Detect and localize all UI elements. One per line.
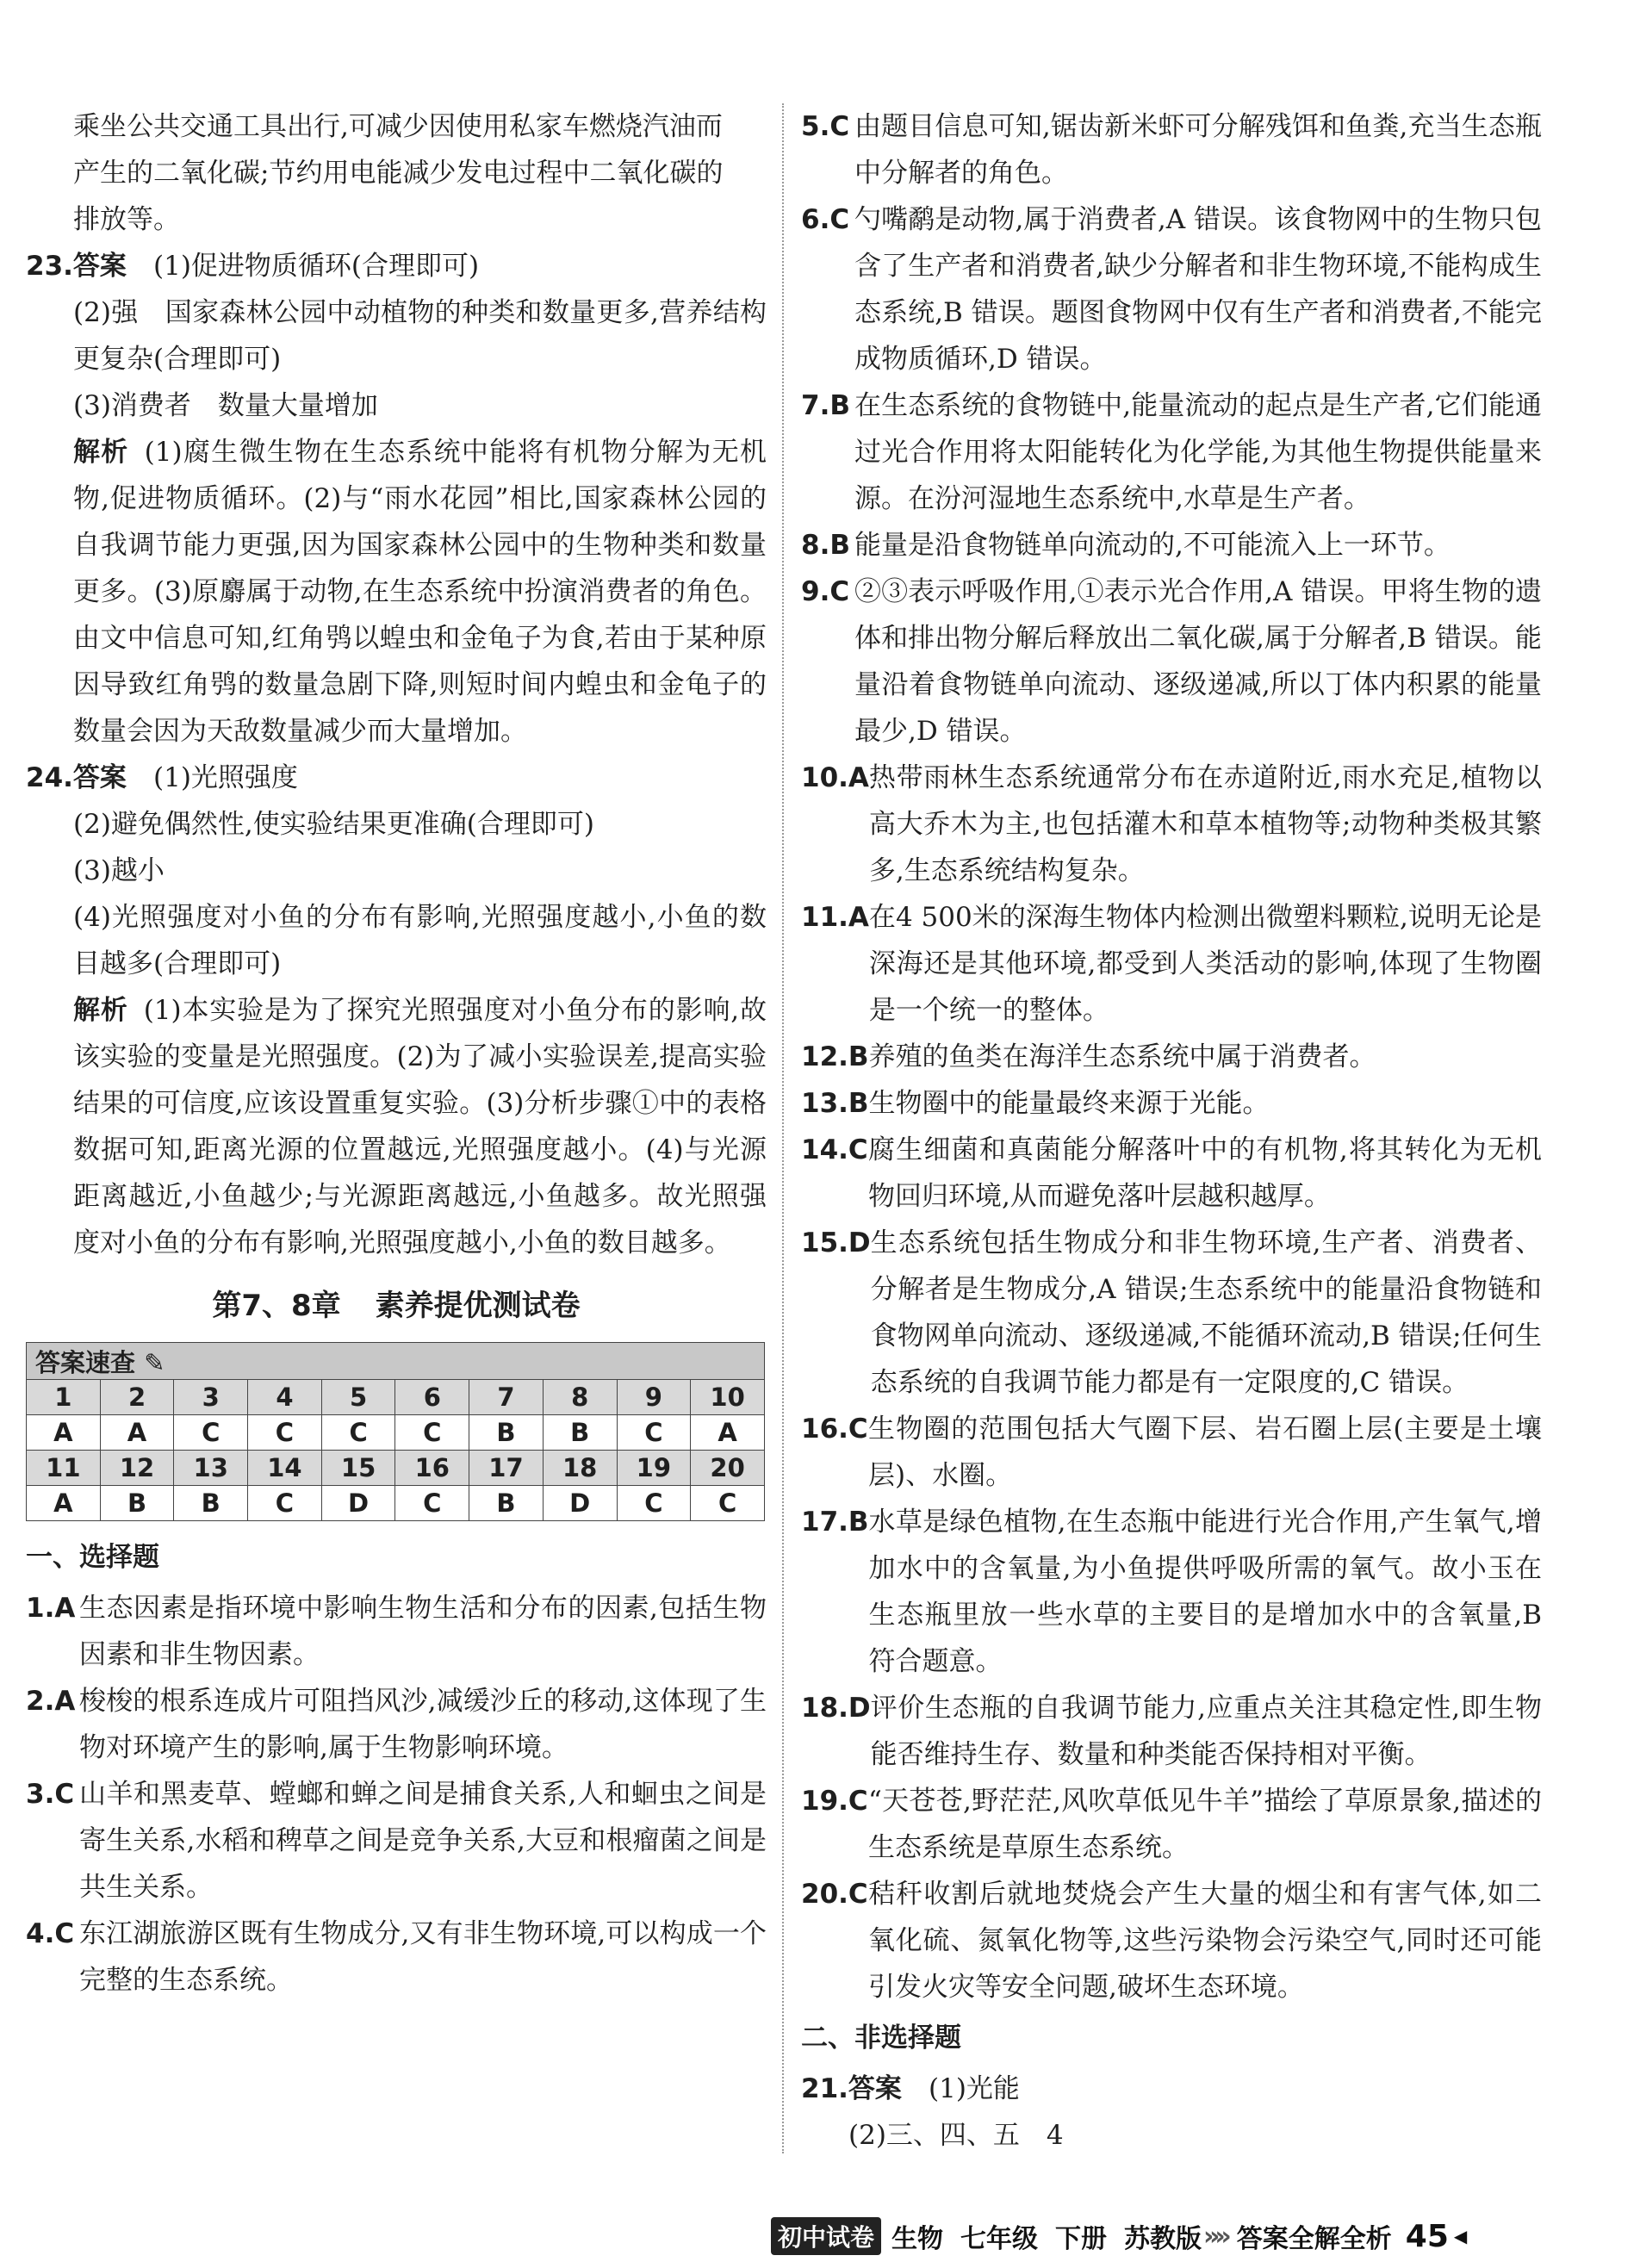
list-item (801, 522, 1542, 569)
list-item (801, 1685, 1542, 1778)
question-number: 24.答案 (26, 762, 127, 793)
question-number: 12.B (801, 1041, 869, 1072)
question-number: 16.C (801, 1414, 868, 1445)
list-item (801, 1406, 1542, 1499)
answer-text: (1)光照强度 (153, 762, 298, 793)
answer-text: (2)避免偶然性,使实验结果更准确(合理即可) (73, 809, 594, 840)
item-text: 养殖的鱼类在海洋生态系统中属于消费者。 (868, 1041, 1376, 1072)
table-row: A B B C D C B D C C (27, 1486, 765, 1521)
question-number: 14.C (801, 1134, 868, 1165)
table-row: 11 12 13 14 15 16 17 18 19 20 (27, 1451, 765, 1486)
item-text: 腐生细菌和真菌能分解落叶中的有机物,将其转化为无机物回归环境,从而避免落叶层越积越厚。 (868, 1134, 1542, 1212)
continuation-line: 乘坐公共交通工具出行,可减少因使用私家车燃烧汽油而 (73, 111, 723, 142)
question-number: 5.C (801, 111, 850, 142)
answer-quick-check-table (26, 1342, 765, 1521)
item-text: 评价生态瓶的自我调节能力,应重点关注其稳定性,即生物能否维持生存、数量和种类能否保持相对平衡。 (870, 1693, 1542, 1770)
answer-23 (26, 243, 767, 289)
item-text: 山羊和黑麦草、螳螂和蝉之间是捕食关系,人和蛔虫之间是寄生关系,水稻和稗草之间是竞争关系,大豆和根瘤菌之间是共生关系。 (79, 1779, 767, 1903)
list-item (801, 1034, 1542, 1080)
question-number: 8.B (801, 530, 850, 561)
question-number: 21.答案 (801, 2073, 902, 2104)
question-number: 3.C (26, 1779, 75, 1810)
list-item (26, 1771, 767, 1911)
question-number: 23.答案 (26, 251, 127, 282)
item-text: ②③表示呼吸作用,①表示光合作用,A 错误。甲将生物的遗体和排出物分解后释放出二氧化碳,属于分解者,B 错误。能量沿着食物链单向流动、逐级递减,所以丁体内积累的能量最少,D 错误。 (854, 576, 1542, 747)
list-item (801, 1778, 1542, 1871)
column-divider (782, 103, 784, 2153)
list-item (26, 1911, 767, 2004)
question-number: 11.A (801, 902, 869, 933)
pen-icon: ✎ (144, 1347, 165, 1377)
footer-term: 下册 (1055, 2224, 1108, 2254)
analysis-23 (26, 429, 767, 755)
table-row: 1 2 3 4 5 6 7 8 9 10 (27, 1380, 765, 1415)
answer-text: (1)光能 (929, 2073, 1020, 2104)
question-number: 1.A (26, 1593, 76, 1624)
question-number: 10.A (801, 762, 869, 793)
list-item (26, 1585, 767, 1678)
footer-grade: 七年级 (960, 2224, 1039, 2254)
right-column (801, 103, 1542, 2159)
page-number: 45 (1405, 2218, 1449, 2254)
item-text: 在生态系统的食物链中,能量流动的起点是生产者,它们能通过光合作用将太阳能转化为化学能,为其他生物提供能量来源。在汾河湿地生态系统中,水草是生产者。 (854, 390, 1542, 514)
analysis-tag: 解析 (73, 437, 129, 468)
question-number: 2.A (26, 1686, 76, 1717)
double-chevron-icon: »» (1203, 2221, 1227, 2252)
list-item (26, 1678, 767, 1771)
footer-subject: 生物 (891, 2224, 944, 2254)
continuation-line: 排放等。 (73, 204, 180, 235)
question-number: 20.C (801, 1879, 868, 1910)
list-item (801, 1127, 1542, 1220)
list-item (801, 1080, 1542, 1127)
list-item (801, 103, 1542, 196)
item-text: 生态系统包括生物成分和非生物环境,生产者、消费者、分解者是生物成分,A 错误;生态系统中的能量沿食物链和食物网单向流动、逐级递减,不能循环流动,B 错误;任何生态系统的自我调节能力都是有一定限度的,C 错误。 (870, 1227, 1542, 1398)
section-heading: 一、选择题 (26, 1542, 159, 1573)
item-text: 热带雨林生态系统通常分布在赤道附近,雨水充足,植物以高大乔木为主,也包括灌木和草本植物等;动物种类极其繁多,生态系统结构复杂。 (868, 762, 1542, 886)
item-text: 秸秆收割后就地焚烧会产生大量的烟尘和有害气体,如二氧化硫、氮氧化物等,这些污染物会污染空气,同时还可能引发火灾等安全问题,破坏生态环境。 (868, 1879, 1542, 2003)
item-text: 能量是沿食物链单向流动的,不可能流入上一环节。 (854, 530, 1451, 561)
item-text: 梭梭的根系连成片可阻挡风沙,减缓沙丘的移动,这体现了生物对环境产生的影响,属于生物影响环境。 (79, 1686, 767, 1763)
question-number: 18.D (801, 1693, 871, 1724)
question-number: 17.B (801, 1507, 869, 1538)
page-footer (771, 2217, 1467, 2255)
question-number: 19.C (801, 1786, 868, 1817)
answer-text: (3)越小 (73, 855, 165, 886)
answer-text: (4)光照强度对小鱼的分布有影响,光照强度越小,小鱼的数目越多(合理即可) (73, 902, 767, 979)
question-number: 4.C (26, 1918, 75, 1949)
item-text: 由题目信息可知,锯齿新米虾可分解残饵和鱼粪,充当生态瓶中分解者的角色。 (854, 111, 1542, 189)
list-item (801, 755, 1542, 894)
item-text: 在4 500米的深海生物体内检测出微塑料颗粒,说明无论是深海还是其他环境,都受到人类活动的影响,体现了生物圈是一个统一的整体。 (868, 902, 1542, 1026)
continuation-line: 产生的二氧化碳;节约用电能减少发电过程中二氧化碳的 (73, 158, 724, 189)
list-item (801, 1499, 1542, 1685)
question-number: 15.D (801, 1227, 871, 1258)
answer-24 (26, 755, 767, 801)
analysis-text: (1)腐生微生物在生态系统中能将有机物分解为无机物,促进物质循环。(2)与“雨水花园”相比,国家森林公园的自我调节能力更强,因为国家森林公园中的生物种类和数量更多。(3)原麝属于动物,在生态系统中扮演消费者的角色。由文中信息可知,红角鸮以蝗虫和金龟子为食,若由于某种原因导致红角鸮的数量急剧下降,则短时间内蝗虫和金龟子的数量会因为天敌数量减少而大量增加。 (73, 437, 767, 747)
analysis-text: (1)本实验是为了探究光照强度对小鱼分布的影响,故该实验的变量是光照强度。(2)为了减小实验误差,提高实验结果的可信度,应该设置重复实验。(3)分析步骤①中的表格数据可知,距离光源的位置越远,光照强度越小。(4)与光源距离越近,小鱼越少;与光源距离越远,小鱼越多。故光照强度对小鱼的分布有影响,光照强度越小,小鱼的数目越多。 (73, 995, 767, 1258)
list-item (801, 1871, 1542, 2010)
item-text: 水草是绿色植物,在生态瓶中能进行光合作用,产生氧气,增加水中的含氧量,为小鱼提供呼吸所需的氧气。故小玉在生态瓶里放一些水草的主要目的是增加水中的含氧量,B 符合题意。 (868, 1507, 1542, 1677)
question-number: 7.B (801, 390, 850, 421)
analysis-24 (26, 987, 767, 1266)
list-item (801, 894, 1542, 1034)
item-text: 生物圈的范围包括大气圈下层、岩石圈上层(主要是土壤层)、水圈。 (868, 1414, 1542, 1491)
item-text: 东江湖旅游区既有生物成分,又有非生物环境,可以构成一个完整的生态系统。 (79, 1918, 767, 1996)
question-number: 9.C (801, 576, 850, 607)
triangle-left-icon: ◀ (1453, 2226, 1468, 2246)
item-text: 勺嘴鹬是动物,属于消费者,A 错误。该食物网中的生物只包含了生产者和消费者,缺少分解者和非生物环境,不能构成生态系统,B 错误。题图食物网中仅有生产者和消费者,不能完成物质循环,D 错误。 (854, 204, 1542, 375)
footer-edition: 苏教版 (1124, 2224, 1202, 2254)
list-item (801, 196, 1542, 382)
item-text: 生物圈中的能量最终来源于光能。 (868, 1088, 1270, 1119)
answer-text: (2)三、四、五 4 (848, 2120, 1064, 2151)
answer-text: (1)促进物质循环(合理即可) (153, 251, 480, 282)
item-text: 生态因素是指环境中影响生物生活和分布的因素,包括生物因素和非生物因素。 (79, 1593, 767, 1670)
chapter-number: 第7、8章 (212, 1289, 341, 1323)
answer-text: (2)强 国家森林公园中动植物的种类和数量更多,营养结构更复杂(合理即可) (73, 297, 767, 375)
section-heading: 二、非选择题 (801, 2023, 961, 2054)
question-number: 13.B (801, 1088, 869, 1119)
question-number: 6.C (801, 204, 850, 235)
table-title: 答案速查 ✎ (27, 1343, 765, 1380)
analysis-tag: 解析 (73, 995, 128, 1026)
answer-text: (3)消费者 数量大量增加 (73, 390, 378, 421)
list-item (801, 569, 1542, 755)
left-column (26, 103, 767, 2004)
chapter-title (26, 1278, 767, 1333)
item-text: “天苍苍,野茫茫,风吹草低见牛羊”描绘了草原景象,描述的生态系统是草原生态系统。 (868, 1786, 1542, 1863)
list-item (801, 382, 1542, 522)
chapter-name: 素养提优测试卷 (375, 1289, 581, 1323)
answer-21 (801, 2066, 1542, 2112)
footer-series: 答案全解全析 (1236, 2224, 1392, 2254)
table-row: A A C C C C B B C A (27, 1415, 765, 1451)
list-item (801, 1220, 1542, 1406)
brand-logo: 初中试卷 (771, 2217, 881, 2255)
